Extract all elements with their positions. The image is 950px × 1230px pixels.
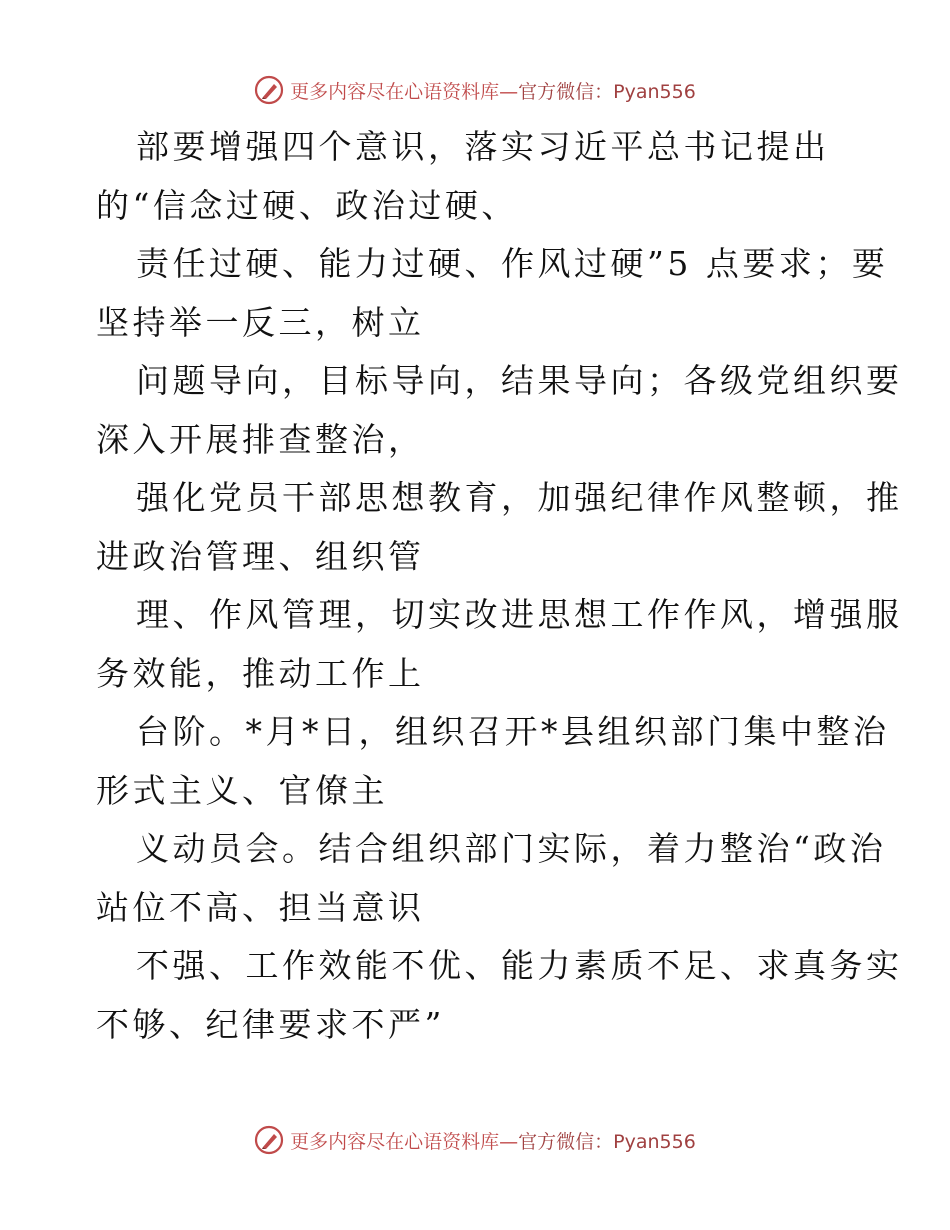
watermark-wechat: 官方微信：Pyan556 [518, 1130, 696, 1153]
text-line: 台阶。*月*日，组织召开*县组织部门集中整治 [136, 712, 890, 751]
text-line: 不强、工作效能不优、能力素质不足、求真务实 [136, 946, 903, 985]
text-line: 进政治管理、组织管 [96, 536, 425, 576]
text-line: 责任过硬、能力过硬、作风过硬”5 点要求；要 [136, 244, 889, 283]
header-watermark [0, 70, 950, 110]
text-line: 不够、纪律要求不严” [96, 1004, 445, 1044]
text-line: 部要增强四个意识，落实习近平总书记提出 [136, 127, 830, 166]
watermark-separator: — [499, 80, 519, 103]
pen-logo-icon [254, 1125, 284, 1155]
watermark-wechat: 官方微信：Pyan556 [518, 80, 696, 103]
text-line: 务效能，推动工作上 [96, 653, 425, 693]
text-line: 理、作风管理，切实改进思想工作作风，增强服 [136, 595, 903, 634]
watermark-brand: 更多内容尽在心语资料库 [290, 1130, 500, 1153]
text-line: 深入开展排查整治， [96, 419, 425, 459]
text-line: 强化党员干部思想教育，加强纪律作风整顿，推 [136, 478, 903, 517]
footer-watermark [0, 1120, 950, 1160]
watermark-brand: 更多内容尽在心语资料库 [290, 80, 500, 103]
text-line: 的“信念过硬、政治过硬、 [96, 185, 518, 225]
watermark-label [290, 1127, 696, 1154]
text-line: 问题导向，目标导向，结果导向；各级党组织要 [136, 361, 903, 400]
watermark-label [290, 77, 696, 104]
text-line: 义动员会。结合组织部门实际，着力整治“政治 [136, 829, 887, 868]
text-line: 坚持举一反三，树立 [96, 302, 425, 342]
text-line: 形式主义、官僚主 [96, 770, 388, 810]
watermark-separator: — [499, 1130, 519, 1153]
document-body [96, 118, 903, 1054]
text-line: 站位不高、担当意识 [96, 887, 425, 927]
pen-logo-icon [254, 75, 284, 105]
